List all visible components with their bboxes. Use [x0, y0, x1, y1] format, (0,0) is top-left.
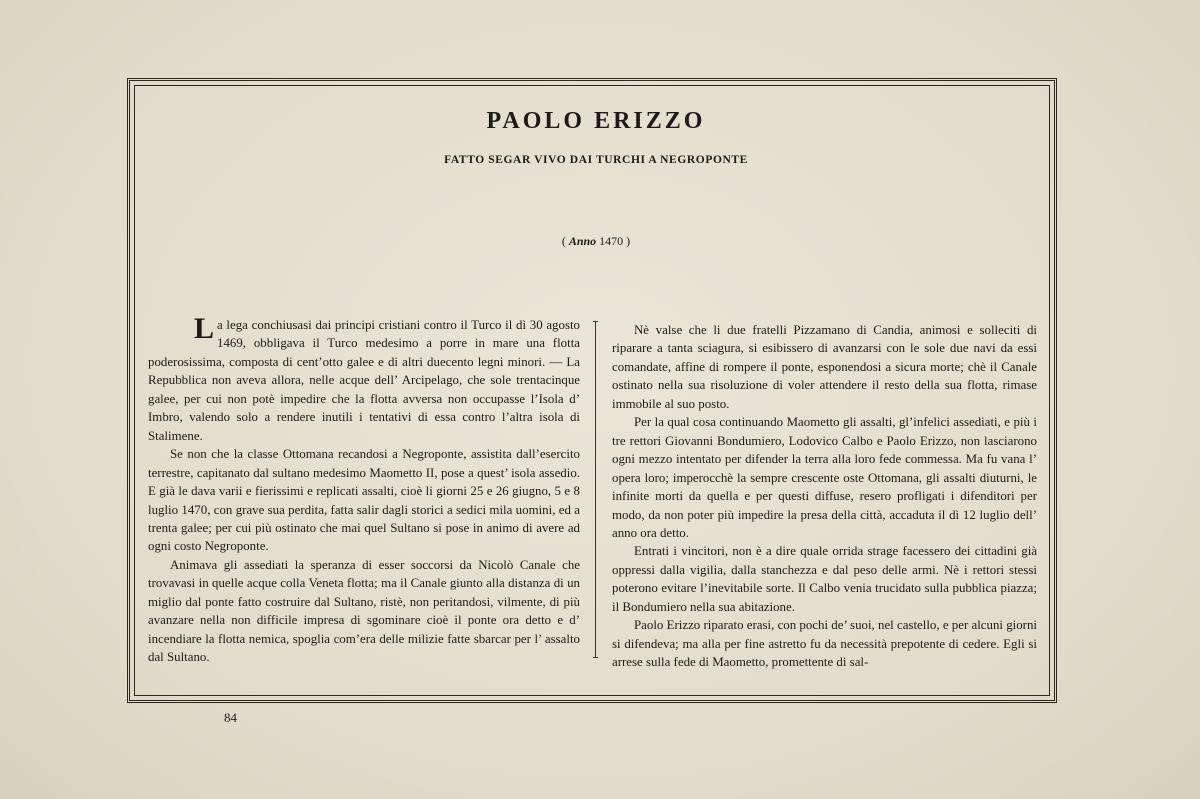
page-number: 84: [224, 710, 237, 725]
paragraph: Se non che la classe Ottomana recandosi a Negroponte, assistita dall’esercito terrestre, capitanato dal sultano medesimo Maometto II, pose a quest’ isola assedio. E già le dava varii e fierissimi e replicati assalti, cioè li giorni 25 e 26 giugno, 5 e 8 luglio 1470, con grave sua perdita, fatta salir dagli storici a sedici mila uomini, ed a trenta galee; per cui più ostinato che mai quel Sultano si pose in animo di avere ad ogni costo Negroponte.: [148, 447, 580, 554]
date-year: 1470: [599, 234, 624, 248]
paragraph-text: a lega conchiusasi dai principi cristiani contro il Turco il dì 30 agosto 1469, obbligava il Turco medesimo a porre in mare una flotta poderosissima, composta di cent’otto galee e di altri duecento legni minori. — La Repubblica non aveva allora, nelle acque dell’ Arcipelago, che sole trentacinque galee, per cui non potè impedire che la flotta avversa non occupasse l’Isola d’ Imbro, valendo solo a rendere inutili i tentativi di essa contro l’altra isola di Stalimene.: [148, 318, 580, 443]
paragraph: Entrati i vincitori, non è a dire quale orrida strage facessero dei cittadini già oppressi dalla vigilia, dalla stanchezza e dal peso delle armi. Nè i rettori stessi poterono evitare l’inevitabile sorte. Il Calbo venia trucidato sulla pubblica piazza; il Bondumiero nella sua abitazione.: [612, 544, 1037, 614]
paragraph: Animava gli assediati la speranza di esser soccorsi da Nicolò Canale che trovavasi in quelle acque colla Veneta flotta; ma il Canale giunto alla distanza di un miglio dal ponte fatto costruire dal Sultano, ristè, non peritandosi, vilmente, di più avanzare nella non difficile impresa di sgominare cioè il ponte ora detto e d’ incendiare la flotta nemica, spoglia com’era delle milizie fatte sbarcar per l’ assalto dal Sultano.: [148, 557, 580, 665]
date-open-paren: (: [561, 234, 566, 248]
paragraph: [148, 312, 580, 445]
date-line: [0, 234, 1196, 249]
left-column: [148, 312, 580, 667]
paragraph: Per la qual cosa continuando Maometto gli assalti, gl’infelici assediati, e più i tre rettori Giovanni Bondumiero, Lodovico Calbo e Paolo Erizzo, non lasciarono ogni mezzo intentato per difender la terra alla loro fede commessa. Ma fu vana l’ opera loro; imperocchè la sempre crescente oste Ottomana, gli assalti diuturni, le infinite morti da quella e per questi diffuse, resero profligati i difenditori per modo, da non poter più impedire la presa della città, accaduta il dì 12 luglio dell’ anno ora detto.: [612, 415, 1037, 540]
column-divider: [595, 321, 596, 658]
paragraph: Paolo Erizzo riparato erasi, con pochi de’ suoi, nel castello, e per alcuni giorni si difendeva; ma alla per fine astretto fu da necessità prepotente di cedere. Egli si arrese sulla fede di Maometto, promettente di sal-: [612, 618, 1037, 670]
right-column: [612, 321, 1037, 672]
date-anno: Anno: [568, 234, 597, 248]
paragraph: Nè valse che li due fratelli Pizzamano di Candia, animosi e solleciti di riparare a tanta sciagura, si esibissero di avanzarsi con le sole due navi da essi comandate, affine di rompere il ponte, esponendosi a sicura morte; chè il Canale ostinato nella sua risoluzione di voler attendere il resto della sua flotta, rimase immobile al suo posto.: [612, 323, 1037, 411]
date-close-paren: ): [626, 234, 631, 248]
drop-cap: L: [194, 312, 215, 345]
page-subtitle: FATTO SEGAR VIVO DAI TURCHI A NEGROPONTE: [444, 154, 748, 166]
page-title: PAOLO ERIZZO: [486, 108, 706, 134]
